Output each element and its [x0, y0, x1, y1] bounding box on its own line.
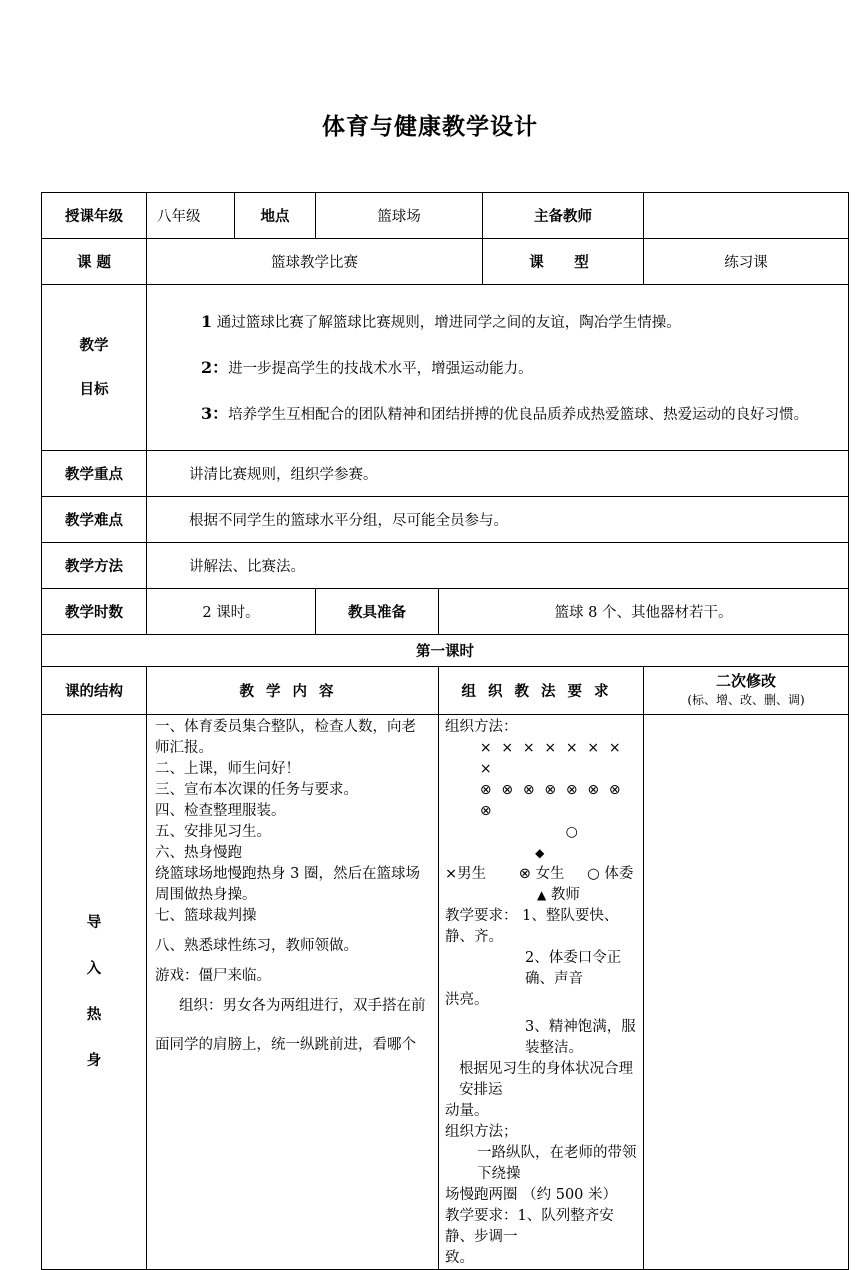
- goal-1-text: 通过篮球比赛了解篮球比赛规则，增进同学之间的友谊，陶冶学生情操。: [216, 315, 681, 331]
- teacher-label: 主备教师: [483, 193, 644, 239]
- goal-3-text: 培养学生互相配合的团队精神和团结拼搏的优良品质养成热爱篮球、热爱运动的良好习惯。: [228, 407, 809, 423]
- revise-header: [644, 667, 849, 715]
- org-line-3: 2、体委口令正确、声音: [525, 950, 622, 987]
- topic-value: 篮球教学比赛: [147, 239, 483, 285]
- place-label: 地点: [235, 193, 316, 239]
- content-line-12: 游戏：僵尸来临。: [155, 968, 271, 984]
- difficulty-label: 教学难点: [42, 497, 147, 543]
- org-line-10: 场慢跑两圈 （约 500 米）: [445, 1187, 618, 1203]
- goal-2-text: 进一步提高学生的技战术水平，增强运动能力。: [228, 361, 533, 377]
- org-cell: [439, 715, 644, 1270]
- legend-boy: ×男生: [445, 866, 487, 882]
- content-line-9: 周围做热身操。: [155, 887, 257, 903]
- content-line-10: 七、篮球裁判操: [155, 908, 257, 924]
- section-char-2: 入: [86, 961, 102, 977]
- legend-teacher: 教师: [550, 887, 580, 903]
- row-basic-info: [42, 193, 849, 239]
- teacher-value: [644, 193, 849, 239]
- row-warmup: [42, 715, 849, 1270]
- hours-label: 教学时数: [42, 589, 147, 635]
- method-value: 讲解法、比赛法。: [147, 543, 849, 589]
- content-line-6: 五、安排见习生。: [155, 824, 271, 840]
- girl-mark: ⊗: [479, 803, 492, 819]
- org-line-2: [445, 906, 637, 948]
- girls-row: [445, 780, 637, 822]
- lesson-header: 第一课时: [42, 635, 849, 667]
- boy-mark: ×: [479, 740, 492, 756]
- org-line-5: 3、精神饱满，服装整洁。: [525, 1019, 636, 1056]
- row-hours: [42, 589, 849, 635]
- diamond-mark: ◆: [535, 846, 545, 860]
- content-cell: [147, 715, 439, 1270]
- place-value: 篮球场: [316, 193, 483, 239]
- row-topic: [42, 239, 849, 285]
- goal-1-number: 1: [201, 312, 213, 331]
- content-line-3: 二、上课，师生问好！: [155, 761, 300, 777]
- key-point-value: 讲清比赛规则，组织学参赛。: [147, 451, 849, 497]
- goal-2-number: 2：: [201, 358, 229, 377]
- topic-label: 课 题: [42, 239, 147, 285]
- boy-mark: ×: [501, 740, 514, 756]
- content-header: 教学内容: [147, 667, 439, 715]
- content-line-1: 一、体育委员集合整队，检查人数，向老: [155, 719, 416, 735]
- org-line-1: 组织方法：: [445, 719, 518, 735]
- girl-mark: ⊗: [608, 782, 621, 798]
- hours-value: 2 课时。: [147, 589, 316, 635]
- legend-girl: 女生: [535, 866, 565, 882]
- row-method: [42, 543, 849, 589]
- row-difficulty: [42, 497, 849, 543]
- content-line-2: 师汇报。: [155, 740, 213, 756]
- legend-girl-symbol: ⊗: [518, 866, 531, 882]
- key-point-label: 教学重点: [42, 451, 147, 497]
- goals-label-line2: 目标: [79, 381, 109, 398]
- girl-mark: ⊗: [565, 782, 578, 798]
- boy-mark: ×: [608, 740, 621, 756]
- grade-label: 授课年级: [42, 193, 147, 239]
- teacher-triangle-icon: ▲: [537, 888, 547, 902]
- leaders-row: [445, 822, 637, 864]
- content-line-7: 六、热身慢跑: [155, 845, 242, 861]
- content-line-8: 绕篮球场地慢跑热身 3 圈，然后在篮球场: [155, 866, 420, 882]
- content-line-13: 组织：男女各为两组进行，双手搭在前: [179, 998, 426, 1014]
- content-line-5: 四、检查整理服装。: [155, 803, 286, 819]
- content-line-4: 三、宣布本次课的任务与要求。: [155, 782, 358, 798]
- boy-mark: ×: [544, 740, 557, 756]
- row-goals: [42, 285, 849, 451]
- goals-content: [147, 285, 849, 451]
- lesson-plan-table: [41, 192, 849, 1270]
- tools-label: 教具准备: [316, 589, 439, 635]
- boy-mark: ×: [479, 761, 492, 777]
- org-line-4: 洪亮。: [445, 992, 489, 1008]
- girl-mark: ⊗: [501, 782, 514, 798]
- org-header: 组织教法要求: [439, 667, 644, 715]
- section-label: [42, 715, 147, 1270]
- boys-row: [445, 738, 637, 780]
- section-char-1: 导: [86, 915, 102, 931]
- content-line-14: 面同学的肩膀上，统一纵跳前进，看哪个: [155, 1037, 416, 1053]
- committee-mark: ○: [565, 824, 578, 840]
- org-line-6: 根据见习生的身体状况合理安排运: [459, 1061, 633, 1098]
- revise-header-sub: (标、增、改、删、调): [687, 693, 805, 707]
- org-line-8: 组织方法；: [445, 1124, 518, 1140]
- boy-mark: ×: [587, 740, 600, 756]
- legend-row: [445, 864, 637, 885]
- goal-3-number: 3：: [201, 404, 229, 423]
- goals-label: [42, 285, 147, 451]
- structure-header: 课的结构: [42, 667, 147, 715]
- grade-value: 八年级: [147, 193, 235, 239]
- content-line-11: 八、熟悉球性练习，教师领做。: [155, 938, 358, 954]
- girl-mark: ⊗: [522, 782, 535, 798]
- tools-value: 篮球 8 个、其他器材若干。: [439, 589, 849, 635]
- method-label: 教学方法: [42, 543, 147, 589]
- section-char-3: 热: [86, 1007, 102, 1023]
- legend-teacher-row: [445, 885, 637, 906]
- row-key-point: [42, 451, 849, 497]
- type-label: 课 型: [483, 239, 644, 285]
- revise-cell: [644, 715, 849, 1270]
- legend-committee-symbol: ○: [587, 866, 600, 882]
- section-char-4: 身: [86, 1053, 102, 1069]
- page-title: 体育与健康教学设计: [322, 114, 538, 140]
- org-line-7: 动量。: [445, 1103, 489, 1119]
- org-req-label: 教学要求：: [445, 908, 518, 924]
- boy-mark: ×: [522, 740, 535, 756]
- legend-committee: 体委: [604, 866, 634, 882]
- org-line-11: 教学要求：1、队列整齐安静、步调一: [445, 1208, 614, 1245]
- goals-label-line1: 教学: [79, 337, 109, 354]
- org-req-1: 1、整队要快、静、齐。: [445, 908, 619, 945]
- difficulty-value: 根据不同学生的篮球水平分组，尽可能全员参与。: [147, 497, 849, 543]
- revise-header-title: 二次修改: [715, 672, 776, 690]
- type-value: 练习课: [644, 239, 849, 285]
- boy-mark: ×: [565, 740, 578, 756]
- girl-mark: ⊗: [587, 782, 600, 798]
- girl-mark: ⊗: [479, 782, 492, 798]
- girl-mark: ⊗: [544, 782, 557, 798]
- row-structure-header: [42, 667, 849, 715]
- row-lesson-header: [42, 635, 849, 667]
- org-line-9: 一路纵队，在老师的带领下绕操: [477, 1145, 637, 1182]
- org-line-12: 致。: [445, 1250, 474, 1266]
